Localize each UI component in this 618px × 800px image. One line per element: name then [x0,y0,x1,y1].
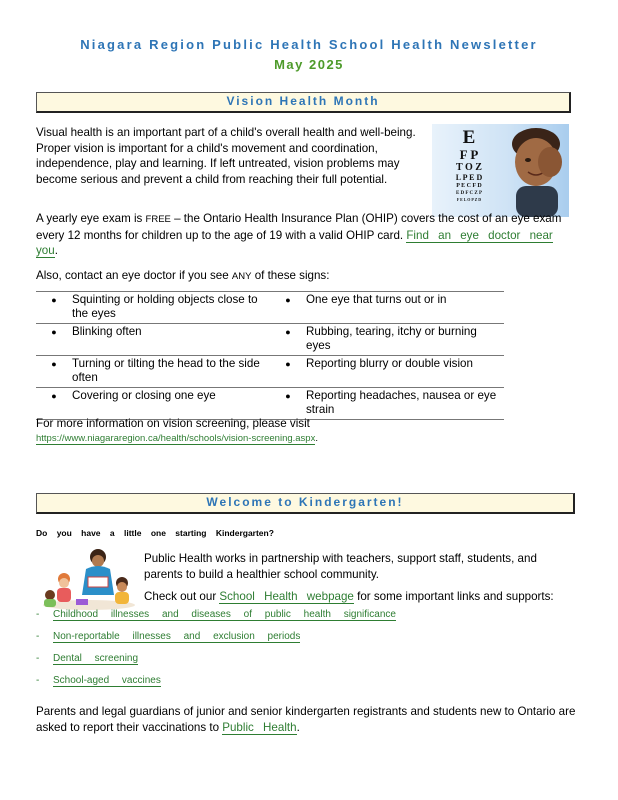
list-item [36,631,396,653]
school-health-webpage-link[interactable]: School Health webpage [219,590,354,603]
child-eye-chart-photo [432,124,569,217]
dash-icon: - [36,631,40,642]
sign-item: Turning or tilting the head to the side often [72,356,270,388]
vision-intro-text: Visual health is an important part of a child's overall health and well-being. Proper vision is important for a child's movement and coordination, independence, play and learning. If left untreated, vision problems may become serious and prevent a child from reaching their full potential. [36,126,416,186]
non-reportable-illnesses-link[interactable]: Non-reportable illnesses and exclusion periods [53,631,301,642]
kindergarten-banner: Welcome to Kindergarten! [36,493,575,514]
warning-signs-table [36,291,504,420]
vision-banner: Vision Health Month [36,92,571,113]
newsletter-title: Niagara Region Public Health School Health Newsletter [80,37,538,52]
sign-item: Reporting blurry or double vision [306,356,504,388]
table-row [36,292,504,324]
kids-reading-illustration [40,547,138,611]
table-row [36,388,504,420]
list-item [36,675,396,697]
bullet-icon: ● [270,388,306,420]
partnership-text: Public Health works in partnership with teachers, support staff, students, and parents to build a healthier school community. [144,552,537,581]
bullet-icon: ● [270,356,306,388]
dash-icon: - [36,609,40,620]
childhood-illnesses-link[interactable]: Childhood illnesses and diseases of public health significance [53,609,396,620]
any-emphasis: ANY [231,271,252,282]
report-vaccinations-text: Parents and legal guardians of junior and senior kindergarten registrants and students new to Ontario are asked to report their vaccinations to Public Health. [36,705,576,734]
sign-item: Squinting or holding objects close to the eyes [72,292,270,324]
public-health-link[interactable]: Public Health [222,720,297,734]
dental-screening-link[interactable]: Dental screening [53,653,139,664]
table-row [36,324,504,356]
bullet-icon: ● [36,388,72,420]
check-out-text: Check out our School Health webpage for some important links and supports: [144,590,554,603]
child-figure-icon [498,124,569,217]
bullet-icon: ● [36,356,72,388]
find-eye-doctor-link[interactable]: Find an eye doctor near you [36,228,553,257]
school-aged-vaccines-link[interactable]: School-aged vaccines [53,675,161,686]
sign-item: Rubbing, tearing, itchy or burning eyes [306,324,504,356]
support-links-list [36,609,396,697]
dash-icon: - [36,675,40,686]
sign-item: Blinking often [72,324,270,356]
list-item [36,653,396,675]
sign-item: Covering or closing one eye [72,388,270,420]
sign-item: One eye that turns out or in [306,292,504,324]
vision-screening-link[interactable]: https://www.niagararegion.ca/health/schools/vision-screening.aspx [36,433,316,444]
eye-chart: E F P T O Z L P E D P E C F D E D F C Z P F E L O P Z D [455,127,483,202]
more-info-link-line: https://www.niagararegion.ca/health/schools/vision-screening.aspx. [36,433,318,444]
table-row [36,356,504,388]
kindergarten-question: Do you have a little one starting Kindergarten? [36,528,274,538]
bullet-icon: ● [36,324,72,356]
list-item [36,609,396,631]
sign-item: Reporting headaches, nausea or eye strain [306,388,504,420]
more-info-text: For more information on vision screening, please visit [36,417,310,430]
dash-icon: - [36,653,40,664]
free-emphasis: FREE [145,214,171,225]
bullet-icon: ● [270,292,306,324]
bullet-icon: ● [36,292,72,324]
bullet-icon: ● [270,324,306,356]
eye-exam-paragraph: A yearly eye exam is FREE – the Ontario Health Insurance Plan (OHIP) covers the cost of an eye exam every 12 months for children up to the age of 19 with a valid OHIP card. Find an eye doctor near you. [36,212,562,257]
newsletter-date: May 2025 [274,57,344,72]
signs-intro-text: Also, contact an eye doctor if you see ANY of these signs: [36,269,330,282]
